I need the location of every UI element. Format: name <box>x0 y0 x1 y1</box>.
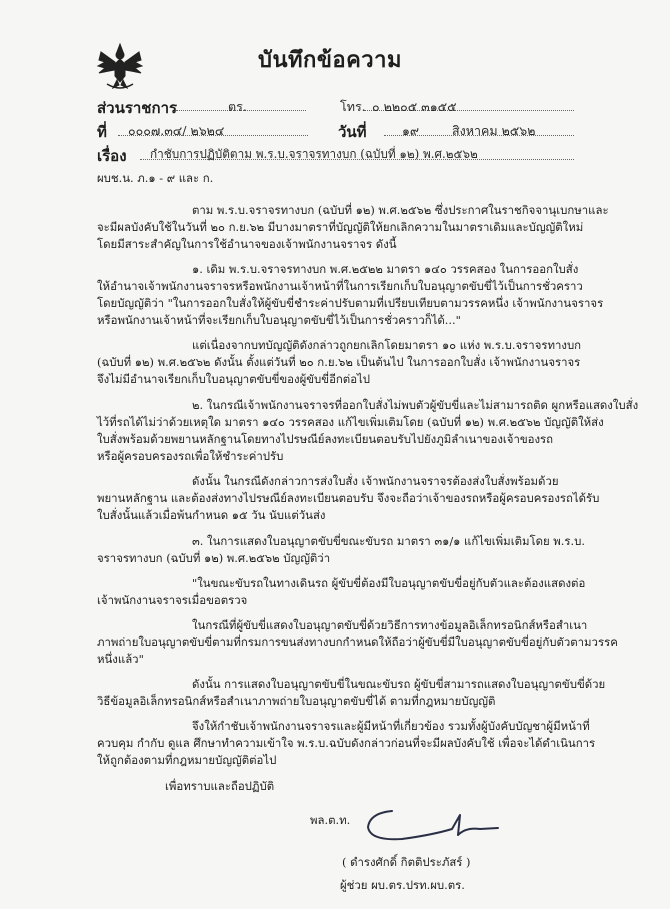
body-line: ไว้ที่รถได้ไม่ว่าด้วยเหตุใด มาตรา ๑๔๐ วรรคสอง แก้ไขเพิ่มเติมโดย (ฉบับที่ ๑๒) พ.ศ.๒๕๖๒ บัญญัติให้ส่ง <box>97 415 604 429</box>
handwritten-signature <box>362 805 502 845</box>
body-line: ดังนั้น การแสดงใบอนุญาตขับขี่ในขณะขับรถ ผู้ขับขี่สามารถแสดงใบอนุญาตขับขี่ด้วย <box>192 677 606 691</box>
body-line: หรือผู้ครอบครองรถเพื่อให้ชำระค่าปรับ <box>97 449 284 463</box>
body-line: จะมีผลบังคับใช้ในวันที่ ๒๐ ก.ย.๖๒ มีบางมาตราที่บัญญัติให้ยกเลิกความในมาตราเดิมและบัญญัติใหม่ <box>97 220 584 234</box>
body-line: ควบคุม กำกับ ดูแล ศึกษาทำความเข้าใจ พ.ร.บ.ฉบับดังกล่าวก่อนที่จะมีผลบังคับใช้ เพื่อจะได้ดำเนินการ <box>97 736 596 750</box>
body-line: โดยมีสาระสำคัญในการใช้อำนาจของเจ้าพนักงานจราจร ดังนี้ <box>97 237 397 251</box>
department-value: ตร. <box>228 99 247 114</box>
signatory-position: ผู้ช่วย ผบ.ตร.ปรท.ผบ.ตร. <box>340 878 465 892</box>
department-label: ส่วนราชการ <box>97 99 178 117</box>
body-line: ตาม พ.ร.บ.จราจรทางบก (ฉบับที่ ๑๒) พ.ศ.๒๕๖๒ ซึ่งประกาศในราชกิจจานุเบกษาและ <box>192 203 609 217</box>
addressee-line: ผบช.น. ภ.๑ - ๙ และ ก. <box>97 171 214 185</box>
garuda-emblem-icon <box>95 40 145 92</box>
body-line: วิธีข้อมูลอิเล็กทรอนิกส์หรือสำเนาภาพถ่ายใบอนุญาตขับขี่ได้ ตามที่กฎหมายบัญญัติ <box>97 694 496 708</box>
date-month-year: สิงหาคม ๒๕๖๒ <box>452 123 536 138</box>
memo-title: บันทึกข้อความ <box>258 47 403 73</box>
closing-line: เพื่อทราบและถือปฏิบัติ <box>165 779 275 793</box>
body-line: ๑. เดิม พ.ร.บ.จราจรทางบก พ.ศ.๒๕๒๒ มาตรา ๑๔๐ วรรคสอง ในการออกใบสั่ง <box>192 262 579 276</box>
body-line: เจ้าพนักงานจราจรเมื่อขอตรวจ <box>97 593 248 607</box>
date-day: ๑๙ <box>402 123 420 138</box>
body-line: ดังนั้น ในกรณีดังกล่าวการส่งใบสั่ง เจ้าพนักงานจราจรต้องส่งใบสั่งพร้อมด้วย <box>192 474 559 488</box>
phone-value: ๐ ๒๒๐๕ ๓๑๕๕ <box>372 99 457 114</box>
body-line: แต่เนื่องจากบทบัญญัติดังกล่าวถูกยกเลิกโดยมาตรา ๑๐ แห่ง พ.ร.บ.จราจรทางบก <box>192 338 582 352</box>
body-line: หรือพนักงานเจ้าหน้าที่จะเรียกเก็บใบอนุญาตขับขี่ไว้เป็นการชั่วคราวก็ได้..." <box>97 313 461 327</box>
body-line: ๓. ในการแสดงใบอนุญาตขับขี่ขณะขับรถ มาตรา ๓๑/๑ แก้ไขเพิ่มเติมโดย พ.ร.บ. <box>192 534 586 548</box>
body-line: ใบสั่งนั้นแล้วเมื่อพ้นกำหนด ๑๕ วัน นับแต่วันส่ง <box>97 508 326 522</box>
signatory-name: ( ดำรงศักดิ์ กิตติประภัสร์ ) <box>342 855 471 869</box>
phone-label: โทร. <box>340 99 366 114</box>
body-line: พยานหลักฐาน และต้องส่งทางไปรษณีย์ลงทะเบียนตอบรับ จึงจะถือว่าเจ้าของรถหรือผู้ครอบครองรถได้รับ <box>97 491 600 505</box>
body-line: ในกรณีที่ผู้ขับขี่แสดงใบอนุญาตขับขี่ด้วยวิธีการทางข้อมูลอิเล็กทรอนิกส์หรือสำเนา <box>192 618 588 632</box>
subject-label: เรื่อง <box>97 147 127 165</box>
body-line: ๒. ในกรณีเจ้าพนักงานจราจรที่ออกใบสั่งไม่พบตัวผู้ขับขี่และไม่สามารถติด ผูกหรือแสดงใบสั่ง <box>192 398 639 412</box>
body-line: (ฉบับที่ ๑๒) พ.ศ.๒๕๖๒ ดังนั้น ตั้งแต่วันที่ ๒๐ ก.ย.๖๒ เป็นต้นไป ในการออกใบสั่ง เจ้าพนักงานจราจร <box>97 355 581 369</box>
body-line: ให้อำนาจเจ้าพนักงานจราจรหรือพนักงานเจ้าหน้าที่ในการเรียกเก็บใบอนุญาตขับขี่ไว้เป็นการชั่วคราว <box>97 279 583 293</box>
body-line: ภาพถ่ายใบอนุญาตขับขี่ตามที่กรมการขนส่งทางบกกำหนดให้ถือว่าผู้ขับขี่มีใบอนุญาตขับขี่อยู่กับตัวตามวรรค <box>97 635 618 649</box>
signatory-rank: พล.ต.ท. <box>310 813 351 827</box>
body-line: จราจรทางบก (ฉบับที่ ๑๒) พ.ศ.๒๕๖๒ บัญญัติว่า <box>97 551 331 565</box>
body-line: จึงให้กำชับเจ้าพนักงานจราจรและผู้มีหน้าที่เกี่ยวข้อง รวมทั้งผู้บังคับบัญชาผู้มีหน้าที่ <box>192 719 590 733</box>
reference-label: ที่ <box>97 123 107 141</box>
subject-value: กำชับการปฏิบัติตาม พ.ร.บ.จราจรทางบก (ฉบับที่ ๑๒) พ.ศ.๒๕๖๒ <box>150 147 478 161</box>
body-line: ให้ถูกต้องตามที่กฎหมายบัญญัติต่อไป <box>97 753 277 767</box>
body-line: หนึ่งแล้ว" <box>97 652 144 666</box>
date-label: วันที่ <box>338 123 367 141</box>
body-line: ใบสั่งพร้อมด้วยพยานหลักฐานโดยทางไปรษณีย์ลงทะเบียนตอบรับไปยังภูมิลำเนาของเจ้าของรถ <box>97 432 554 446</box>
body-line: จึงไม่มีอำนาจเรียกเก็บใบอนุญาตขับขี่ของผู้ขับขี่อีกต่อไป <box>97 372 371 386</box>
body-line: โดยบัญญัติว่า "ในการออกใบสั่งให้ผู้ขับขี่ชำระค่าปรับตามที่เปรียบเทียบตามวรรคหนึ่ง เจ้าพนักงานจราจร <box>97 296 604 310</box>
body-line: "ในขณะขับรถในทางเดินรถ ผู้ขับขี่ต้องมีใบอนุญาตขับขี่อยู่กับตัวและต้องแสดงต่อ <box>192 576 586 590</box>
reference-value: ๐๐๐๗.๓๔/ ๒๖๒๔ <box>128 123 225 138</box>
